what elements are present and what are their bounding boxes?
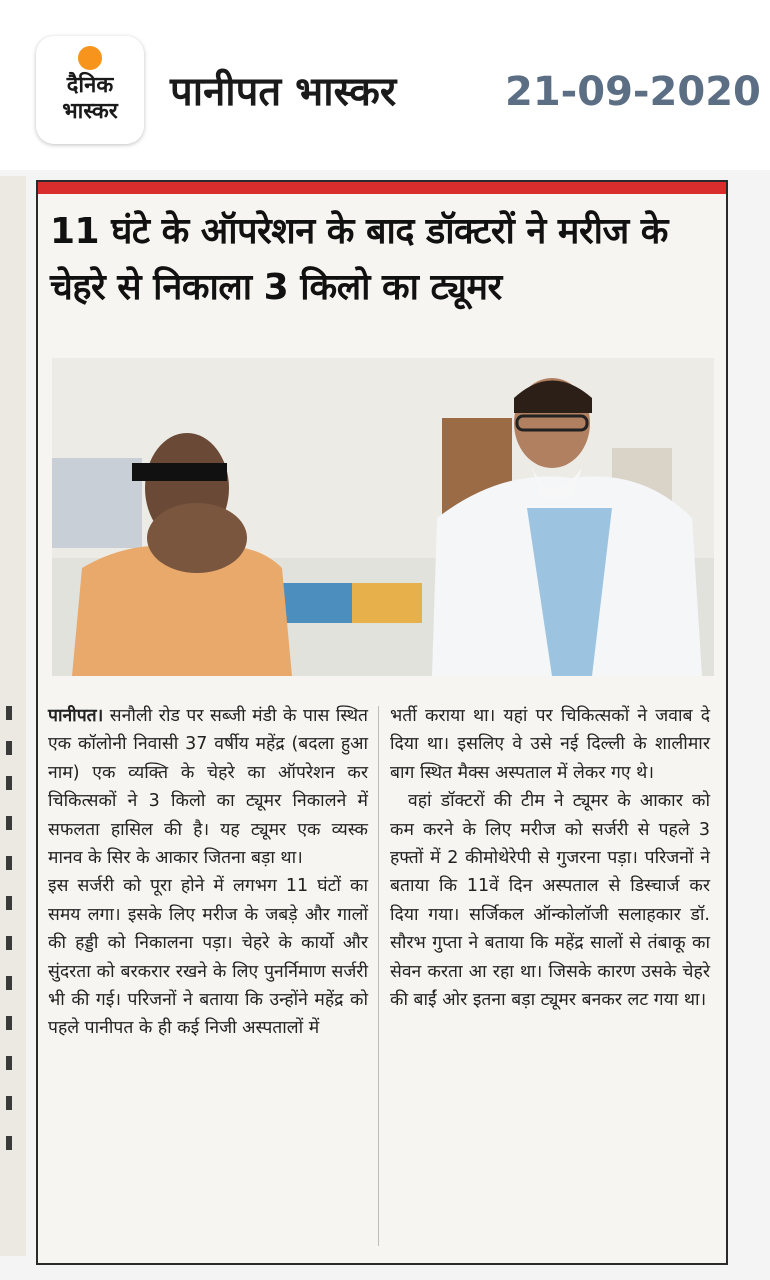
column-divider <box>378 706 379 1246</box>
edition-date: 21-09-2020 <box>505 69 761 115</box>
section-red-bar <box>38 182 726 194</box>
dateline: पानीपत। <box>48 706 104 726</box>
photo-illustration <box>52 358 714 676</box>
article-column-1 <box>48 702 368 1043</box>
edition-title: पानीपत भास्कर <box>170 69 397 115</box>
logo-text-line2: भास्कर <box>62 99 118 124</box>
article-headline: 11 घंटे के ऑपरेशन के बाद डॉक्टरों ने मरीज के चेहरे से निकाला 3 किलो का ट्यूमर <box>50 211 668 308</box>
column1-paragraph2: इस सर्जरी को पूरा होने में लगभग 11 घंटों का समय लगा। इसके लिए मरीज के जबड़े और गालों की हड्डी को निकालना पड़ा। चेहरे के कार्यो और सुंदरता को बरकरार रखने के लिए पुनर्निमाण सर्जरी भी की गई। परिजनों ने बताया कि उन्होंने महेंद्र को पहले पानीपत के ही कई निजी अस्पतालों में <box>48 876 368 1039</box>
newspaper-clipping[interactable] <box>36 180 728 1265</box>
column2-paragraph1: भर्ती कराया था। यहां पर चिकित्सकों ने जवाब दे दिया था। इसलिए वे उसे नई दिल्ली के शालीमार बाग स्थित मैक्स अस्पताल में लेकर गए थे। <box>390 706 710 783</box>
column1-paragraph1: सनौली रोड पर सब्जी मंडी के पास स्थित एक कॉलोनी निवासी 37 वर्षीय महेंद्र (बदला हुआ नाम) एक व्यक्ति के चेहरे का ऑपरेशन कर चिकित्सकों ने 3 किलो का ट्यूमर निकालने में सफलता हासिल की है। यह ट्यूमर एक व्यस्क मानव के सिर के आकार जितना बड़ा था। <box>48 706 368 869</box>
sun-icon <box>78 46 102 70</box>
article-column-2 <box>390 702 710 1014</box>
article-photo[interactable] <box>52 358 714 676</box>
dainik-bhaskar-logo[interactable] <box>36 36 144 144</box>
adjacent-clipping-edge <box>0 176 26 1256</box>
app-header <box>0 0 770 170</box>
column2-paragraph2: वहां डॉक्टरों की टीम ने ट्यूमर के आकार को कम करने के लिए मरीज को सर्जरी से पहले 3 हफ्तों में 2 कीमोथेरेपी से गुजरना पड़ा। परिजनों ने बताया कि 11वें दिन अस्पताल से डिस्चार्ज कर दिया गया। सर्जिकल ऑन्कोलॉजी सलाहकार डॉ. सौरभ गुप्ता ने बताया कि महेंद्र सालों से तंबाकू का सेवन करता आ रहा था। जिसके कारण उसके चेहरे की बाईं ओर इतना बड़ा ट्यूमर बनकर लट गया था। <box>390 791 710 1011</box>
logo-text-line1: दैनिक <box>66 73 114 98</box>
